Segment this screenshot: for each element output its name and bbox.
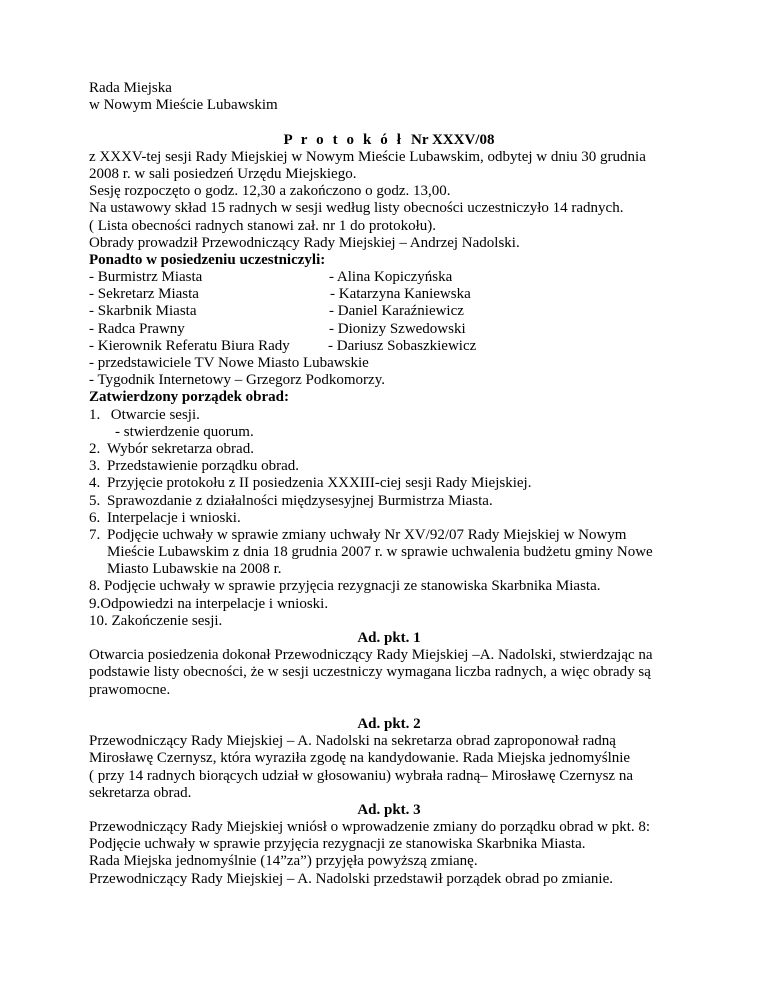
agenda-item-text: Wybór sekretarza obrad. — [107, 440, 254, 457]
agenda-item: 10. Zakończenie sesji. — [89, 612, 223, 629]
section-line: sekretarza obrad. — [89, 784, 192, 801]
agenda-item — [89, 475, 689, 492]
agenda-item — [89, 527, 689, 544]
participant-role: - Sekretarz Miasta — [89, 286, 199, 303]
agenda-item-text: Przyjęcie protokołu z II posiedzenia XXXIII-ciej sesji Rady Miejskiej. — [107, 475, 532, 492]
participant-row — [89, 338, 689, 355]
participant-name: - Alina Kopiczyńska — [329, 269, 453, 286]
section-line: Przewodniczący Rady Miejskiej – A. Nadolski przedstawił porządek obrad po zmianie. — [89, 870, 614, 887]
agenda-item-text: Podjęcie uchwały w sprawie zmiany uchwały Nr XV/92/07 Rady Miejskiej w Nowym — [107, 526, 627, 543]
agenda-item-continuation: Miasto Lubawskie na 2008 r. — [107, 561, 282, 578]
agenda-item-number: 5. — [89, 492, 101, 509]
intro-line: Obrady prowadził Przewodniczący Rady Miejskiej – Andrzej Nadolski. — [89, 234, 520, 251]
section-heading: Ad. pkt. 3 — [357, 801, 421, 818]
participant-name: - Daniel Karaźniewicz — [329, 303, 464, 320]
agenda-item-number: 6. — [89, 509, 101, 526]
intro-line: ( Lista obecności radnych stanowi zał. nr 1 do protokołu). — [89, 217, 436, 234]
section-line: Mirosławę Czernysz, która wyraziła zgodę na kandydowanie. Rada Miejska jednomyślnie — [89, 750, 631, 767]
intro-paragraph — [89, 149, 689, 252]
section-heading: Ad. pkt. 1 — [357, 630, 421, 646]
section-line: Rada Miejska jednomyślnie (14”za”) przyjęła powyższą zmianę. — [89, 853, 478, 870]
section-line: prawomocne. — [89, 681, 171, 698]
document-title — [89, 132, 689, 149]
council-location: w Nowym Mieście Lubawskim — [89, 97, 278, 114]
participant-row — [89, 269, 689, 286]
council-name: Rada Miejska — [89, 80, 172, 96]
participant-name: - Katarzyna Kaniewska — [330, 286, 471, 303]
agenda-item-text: Sprawozdanie z działalności międzysesyjnej Burmistrza Miasta. — [107, 492, 493, 509]
document-page — [89, 80, 689, 888]
intro-line: 2008 r. w sali posiedzeń Urzędu Miejskiego. — [89, 165, 357, 182]
agenda-item-text: Otwarcie sesji. — [107, 406, 200, 423]
participant-role: - Skarbnik Miasta — [89, 303, 197, 320]
agenda-item — [89, 407, 689, 424]
agenda-item — [89, 510, 689, 527]
participant-name: - Dariusz Sobaszkiewicz — [328, 337, 477, 354]
section-line: Przewodniczący Rady Miejskiej – A. Nadolski na sekretarza obrad zaproponował radną — [89, 733, 616, 750]
intro-line: Sesję rozpoczęto o godz. 12,30 a zakończono o godz. 13,00. — [89, 183, 451, 200]
agenda-heading: Zatwierdzony porządek obrad: — [89, 389, 289, 406]
participant-role: - Burmistrz Miasta — [89, 269, 203, 286]
section-pkt3 — [89, 802, 689, 888]
section-pkt2 — [89, 716, 689, 802]
agenda-item — [89, 441, 689, 458]
agenda-item-text: Przedstawienie porządku obrad. — [107, 458, 300, 475]
agenda-item: 8. Podjęcie uchwały w sprawie przyjęcia rezygnacji ze stanowiska Skarbnika Miasta. — [89, 578, 601, 595]
section-heading: Ad. pkt. 2 — [357, 715, 421, 732]
participants-list — [89, 269, 689, 389]
agenda-list — [89, 407, 689, 630]
section-line: Podjęcie uchwały w sprawie przyjęcia rezygnacji ze stanowiska Skarbnika Miasta. — [89, 836, 586, 853]
participant-row — [89, 286, 689, 303]
participants-heading: Ponadto w posiedzeniu uczestniczyli: — [89, 251, 326, 268]
section-line: podstawie listy obecności, że w sesji uczestniczy wymagana liczba radnych, a więc obrady są — [89, 664, 651, 681]
agenda-item-text: Interpelacje i wnioski. — [107, 509, 241, 526]
section-line: Otwarcia posiedzenia dokonał Przewodniczący Rady Miejskiej –A. Nadolski, stwierdzając na — [89, 647, 653, 664]
section-line: ( przy 14 radnych biorących udział w głosowaniu) wybrała radną– Mirosławę Czernysz na — [89, 767, 633, 784]
agenda-subitem: - stwierdzenie quorum. — [115, 423, 254, 440]
agenda-item-number: 1. — [89, 406, 101, 423]
intro-line: z XXXV-tej sesji Rady Miejskiej w Nowym Mieście Lubawskim, odbytej w dniu 30 grudnia — [89, 148, 646, 165]
agenda-item-number: 3. — [89, 458, 101, 475]
participant-other: - przedstawiciele TV Nowe Miasto Lubawskie — [89, 355, 369, 371]
agenda-item-number: 2. — [89, 440, 101, 457]
participant-role: - Kierownik Referatu Biura Rady — [89, 337, 290, 354]
participant-name: - Dionizy Szwedowski — [329, 320, 466, 337]
agenda-item-number: 4. — [89, 475, 101, 492]
section-line: Przewodniczący Rady Miejskiej wniósł o wprowadzenie zmiany do porządku obrad w pkt. 8: — [89, 819, 651, 836]
agenda-item-continuation: Mieście Lubawskim z dnia 18 grudnia 2007 r. w sprawie uchwalenia budżetu gminy Nowe — [107, 544, 653, 561]
agenda-item — [89, 458, 689, 475]
title-spaced: P r o t o k ó ł — [283, 131, 404, 148]
participant-row — [89, 321, 689, 338]
agenda-item: 9.Odpowiedzi na interpelacje i wnioski. — [89, 595, 329, 612]
participant-role: - Radca Prawny — [89, 320, 185, 337]
agenda-item — [89, 493, 689, 510]
participant-other: - Tygodnik Internetowy – Grzegorz Podkomorzy. — [89, 372, 385, 389]
participant-row — [89, 303, 689, 320]
intro-line: Na ustawowy skład 15 radnych w sesji według listy obecności uczestniczyło 14 radnych. — [89, 200, 624, 217]
section-pkt1 — [89, 630, 689, 699]
agenda-item-number: 7. — [89, 526, 101, 543]
title-number: Nr XXXV/08 — [411, 131, 495, 148]
